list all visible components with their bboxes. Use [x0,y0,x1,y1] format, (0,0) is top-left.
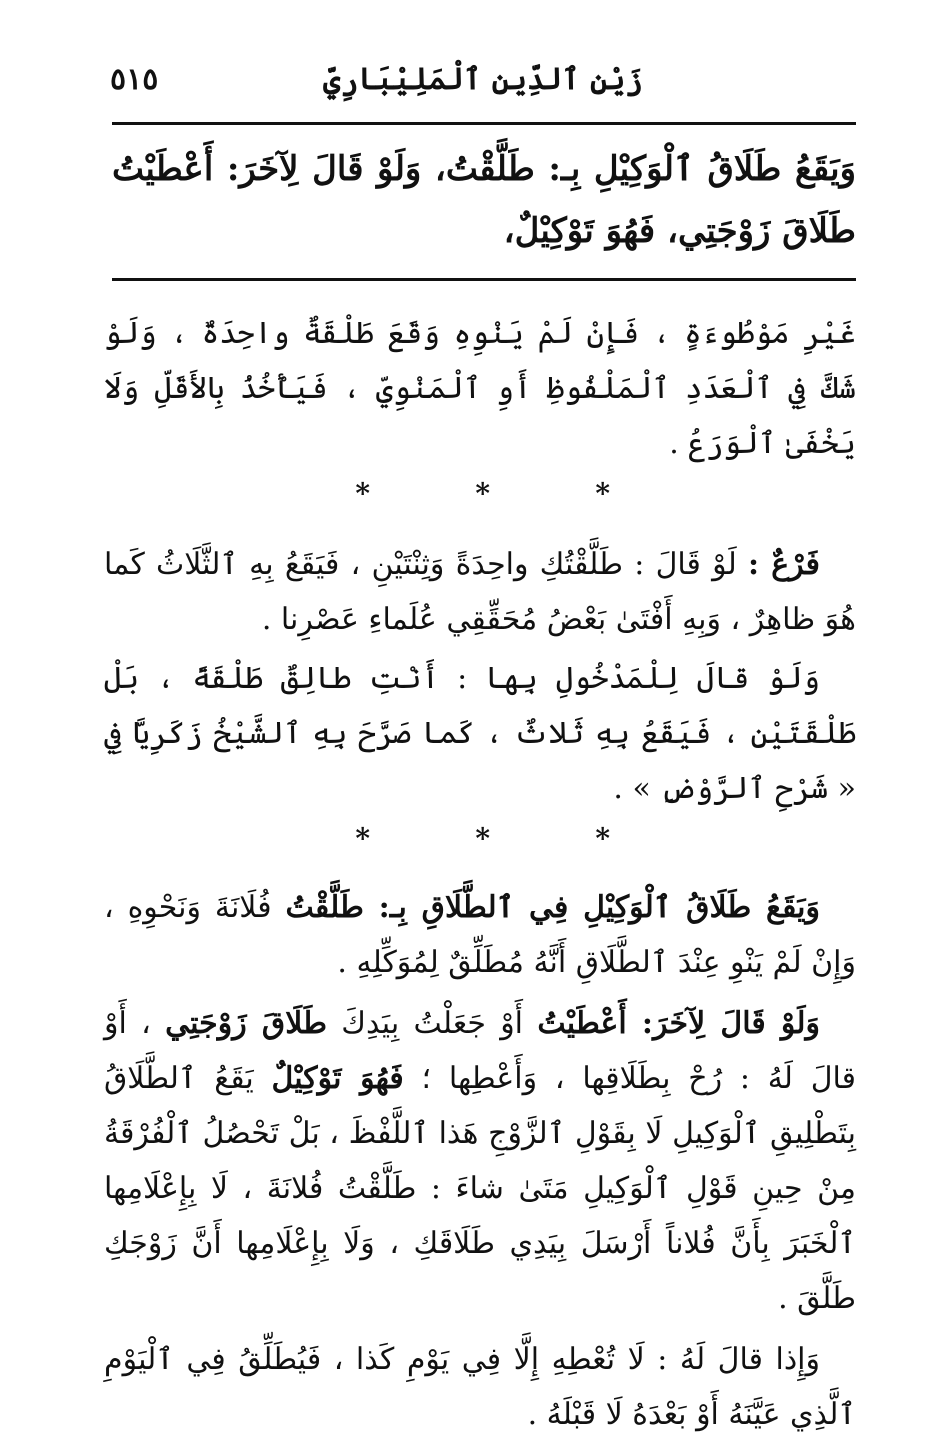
separator-star: * [475,822,490,855]
commentary-paragraph-3: وَلَوْ قالَ لِلْمَدْخُولِ بِها : أَنْتِ طالِقٌ طَلْقَةً ، بَلْ طَلْقَتَيْنِ ، فَيَقَعُ بِهِ ثَلاثٌ ، كَما صَرَّحَ بِهِ ٱلشَّيْخُ زَكَرِيَّا فِي « شَرْحِ ٱلرَّوْضِ » . [104,661,856,806]
paragraph-text: ، أَوْ قالَ لَهُ : رُحْ بِطَلَاقِها ، وَأَعْطِها ؛ [104,1006,856,1096]
commentary-paragraph-2 [104,537,856,647]
page-header [110,58,856,106]
separator-star: * [355,822,370,855]
header-rule [112,122,856,125]
commentary-paragraph-6: وَإِذا قالَ لَهُ : لَا تُعْطِهِ إِلَّا فِي يَوْمِ كَذا ، فَيُطَلِّقُ فِي ٱلْيَوْمِ ٱلَّذِي عَيَّنَهُ أَوْ بَعْدَهُ لَا قَبْلَهُ . [104,1342,856,1432]
commentary-paragraph-4 [104,880,856,990]
separator-star: * [355,477,370,510]
commentary-paragraph-5 [104,996,856,1326]
main-text: وَيَقَعُ طَلَاقُ ٱلْوَكِيْلِ بِـ: طَلَّقْتُ، وَلَوْ قَالَ لِآخَرَ: أَعْطَيْتُ طَلَاقَ زَوْجَتِي، فَهُوَ تَوْكِيْلٌ، [112,149,856,251]
quoted-matn: وَلَوْ قَالَ لِآخَرَ: أَعْطَيْتُ [537,1006,821,1041]
text-divider-rule [112,278,856,281]
section-separator [104,816,856,872]
paragraph-text: لَوْ قَالَ : طَلَّقْتُكِ واحِدَةً وَثِنْتَيْنِ ، فَيَقَعُ بِهِ ٱلثَّلَاثُ كَما هُوَ ظاهِرٌ ، وَبِهِ أَفْتَىٰ بَعْضُ مُحَقِّقِي عُلَماءِ عَصْرِنا . [104,547,856,637]
paragraph-text: يَقَعُ ٱلطَّلَاقُ بِتَطْلِيقِ ٱلْوَكِيلِ لَا بِقَوْلِ ٱلزَّوْجِ هَذا ٱللَّفْظَ ، بَلْ تَحْصُلُ ٱلْفُرْقَةُ مِنْ حِينِ قَوْلِ ٱلْوَكِيلِ مَتَىٰ شاءَ : طَلَّقْتُ فُلانَةَ ، لَا بِإِعْلَامِها ٱلْخَبَرَ بِأَنَّ فُلاناً أَرْسَلَ بِيَدِي طَلَاقَكِ ، وَلَا بِإِعْلَامِها أَنَّ زَوْجَكِ طَلَّقَ . [104,1061,856,1316]
quoted-matn: طَلَاقَ زَوْجَتِي [165,1006,327,1041]
paragraph-text: فُلَانَةَ وَنَحْوِهِ ، وَإِنْ لَمْ يَنْوِ عِنْدَ ٱلطَّلَاقِ أَنَّهُ مُطَلِّقٌ لِمُوَكِّلِهِ . [104,890,856,980]
separator-star: * [475,477,490,510]
running-title: زَيْنِ ٱلدِّينِ ٱلْمَلِيْبَارِيِّ [323,62,643,97]
commentary-paragraph-1: غَيْرِ مَوْطُوءَةٍ ، فَإِنْ لَمْ يَنْوِهِ وَقَعَ طَلْقَةٌ واحِدَةٌ ، وَلَوْ شَكَّ فِي ٱلْعَدَدِ ٱلْمَلْفُوظِ أَوِ ٱلْمَنْوِيِّ ، فَيَأْخُذُ بِالأَقَلِّ وَلَا يَخْفَىٰ ٱلْوَرَعُ . [104,316,856,461]
quoted-matn: وَيَقَعُ طَلَاقُ ٱلْوَكِيْلِ فِي ٱلطَّلَاقِ بِـ: طَلَّقْتُ [285,890,820,925]
far-heading: فَرْعٌ : [747,547,820,582]
section-separator [104,471,856,527]
paragraph-text: أَوْ جَعَلْتُ بِيَدِكَ [326,1006,538,1041]
page-number: ٥١٥ [110,62,159,97]
commentary-block [104,306,856,1442]
separator-star: * [595,822,610,855]
separator-star: * [595,477,610,510]
quoted-matn: فَهُوَ تَوْكِيْلٌ [271,1061,404,1096]
